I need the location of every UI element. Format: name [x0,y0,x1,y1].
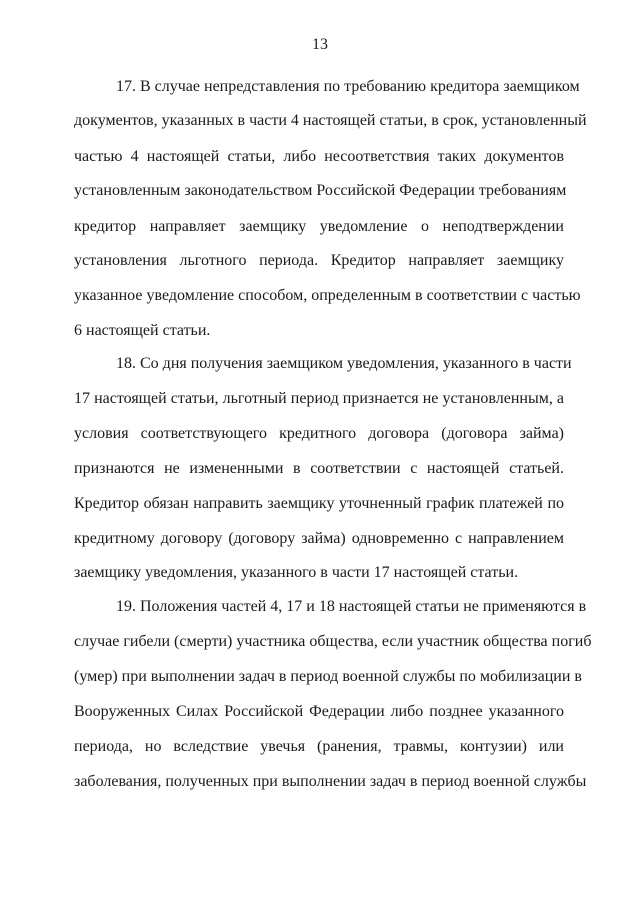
text-line: условия соответствующего кредитного договора (договора займа) [74,425,564,442]
text-line: (умер) при выполнении задач в период военной службы по мобилизации в [74,668,582,685]
text-line: частью 4 настоящей статьи, либо несоответствия таких документов [74,148,564,165]
text-line: указанное уведомление способом, определенным в соответствии с частью [74,287,581,304]
text-line: случае гибели (смерти) участника общества, если участник общества погиб [74,633,592,650]
text-line: 17. В случае непредставления по требованию кредитора заемщиком [116,78,580,95]
text-line: Кредитор обязан направить заемщику уточненный график платежей по [74,495,564,512]
text-line: 6 настоящей статьи. [74,322,211,339]
text-line: заемщику уведомления, указанного в части 17 настоящей статьи. [74,564,519,581]
text-line: документов, указанных в части 4 настоящей статьи, в срок, установленный [74,112,587,129]
text-line: 17 настоящей статьи, льготный период признается не установленным, а [74,390,564,407]
text-line: установленным законодательством Российской Федерации требованиям [74,182,567,199]
text-line: установления льготного периода. Кредитор направляет заемщику [74,252,564,269]
text-line: Вооруженных Силах Российской Федерации либо позднее указанного [74,703,564,720]
text-line: заболевания, полученных при выполнении задач в период военной службы [74,773,587,790]
text-line: периода, но вследствие увечья (ранения, травмы, контузии) или [74,738,564,755]
page-number: 13 [312,36,328,53]
text-line: 18. Со дня получения заемщиком уведомления, указанного в части [116,355,572,372]
text-line: признаются не измененными в соответствии с настоящей статьей. [74,460,564,477]
text-line: кредитор направляет заемщику уведомление о неподтверждении [74,218,564,235]
text-line: кредитному договору (договору займа) одновременно с направлением [74,530,564,547]
text-line: 19. Положения частей 4, 17 и 18 настоящей статьи не применяются в [116,598,587,615]
